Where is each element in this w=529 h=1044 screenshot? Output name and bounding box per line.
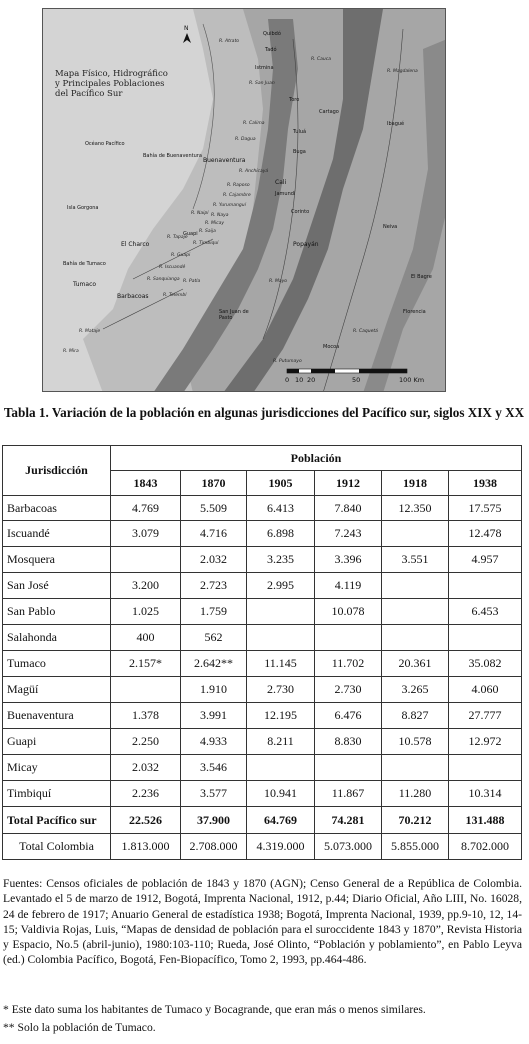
row-value [382,521,449,547]
map-river: R. Cajambre [223,193,251,198]
row-value: 2.032 [111,755,181,781]
row-value: 12.478 [449,521,522,547]
table-row [3,703,522,729]
row-value: 7.243 [315,521,382,547]
map-place: El Bagre [411,274,432,280]
map-river: R. Anchicayá [239,169,269,174]
row-value: 2.157* [111,651,181,677]
row-value: 4.933 [181,729,247,755]
row-jurisdiccion: San Pablo [3,599,111,625]
map-title: Mapa Físico, Hidrográfico y Principales Poblaciones del Pacífico Sur [55,69,168,99]
map-river: R. Iscuandé [159,265,186,270]
map-river: R. Patía [183,279,201,284]
row-value: 8.211 [247,729,315,755]
map-river: R. Mira [63,349,79,354]
row-value: 3.551 [382,547,449,573]
table-row [3,599,522,625]
row-value: 4.716 [181,521,247,547]
row-value: 3.235 [247,547,315,573]
row-jurisdiccion: Mosquera [3,547,111,573]
row-value: 8.702.000 [449,834,522,860]
row-value: 2.995 [247,573,315,599]
row-value: 8.827 [382,703,449,729]
map-place: Corinto [291,209,310,215]
row-value: 27.777 [449,703,522,729]
map-place: Mocoa [323,344,340,350]
row-value: 2.250 [111,729,181,755]
row-value: 5.855.000 [382,834,449,860]
map-river: R. Dagua [235,137,256,142]
row-value: 6.453 [449,599,522,625]
sources-footnote: Fuentes: Censos oficiales de población de 1843 y 1870 (AGN); Censo General de a República de Colombia. Levantado el 5 de marzo de 1912, Bogotá, Imprenta Nacional, 1912, p.44; Diario Oficial, Año LIII, No. 16028, 24 de febrero de 1917; Anuario General de estadística 1938; Bogotá, Imprenta Nacional, 1939, pp.9-10, 12, 14-15; Valdivia Rojas, Luis, “Mapas de densidad de población para el suroccidente 1843 y 1870”, Revista Historia y Espacio, No.5 (abril-junio), 1980:103-110; Rueda, José Olinto, “Población y poblamiento”, en Pablo Leyva (ed.) Colombia Pacífico, Bogotá, Fen-Biopacífico, Tomo 2, 1993, pp.464-486. [3,877,522,967]
row-value: 12.350 [382,496,449,521]
map-river: R. Naya [211,213,229,218]
row-value [315,755,382,781]
table-row [3,781,522,807]
row-jurisdiccion: Barbacoas [3,496,111,521]
row-value [449,755,522,781]
table-row [3,677,522,703]
row-jurisdiccion: Total Pacífico sur [3,807,111,834]
row-value: 6.898 [247,521,315,547]
row-value: 2.730 [247,677,315,703]
row-value [315,625,382,651]
table-row [3,755,522,781]
map-place: Guapi [183,231,198,237]
row-value [247,599,315,625]
footnote-1: * Este dato suma los habitantes de Tumaco y Bocagrande, que eran más o menos similares. [3,1003,426,1016]
map-place: San Juan de Pasto [219,309,249,321]
header-poblacion: Población [111,446,522,471]
year-header-1912: 1912 [315,471,382,496]
map-river: R. Guapi [171,253,191,258]
map-river: R. Putumayo [273,359,302,364]
row-value: 20.361 [382,651,449,677]
map-river: R. Yurumanguí [213,203,246,208]
row-value: 400 [111,625,181,651]
row-value [111,677,181,703]
map-river: R. Magdalena [387,69,418,74]
map-place: Tumaco [73,281,97,288]
row-value: 2.730 [315,677,382,703]
scale-label: 10 [295,376,304,384]
map-river: R. Micay [205,221,225,226]
row-value [449,573,522,599]
row-jurisdiccion: Total Colombia [3,834,111,860]
map-place: Ibagué [387,121,405,127]
table-row [3,651,522,677]
map-river: R. Raposo [227,183,250,188]
row-value: 7.840 [315,496,382,521]
north-arrow-label: N [184,25,189,32]
map-place: Neiva [383,224,398,230]
table-row [3,807,522,834]
table-title: Tabla 1. Variación de la población en algunas jurisdicciones del Pacífico sur, siglos XIX y XX [3,405,525,420]
table-row [3,625,522,651]
row-value: 70.212 [382,807,449,834]
map-place: Istmina [255,65,274,71]
row-jurisdiccion: Tumaco [3,651,111,677]
year-header-1938: 1938 [449,471,522,496]
row-value: 1.910 [181,677,247,703]
row-value: 2.708.000 [181,834,247,860]
row-value: 3.577 [181,781,247,807]
table-row [3,573,522,599]
map-place: Barbacoas [117,293,149,300]
scale-label: 20 [307,376,316,384]
row-value: 2.642** [181,651,247,677]
map-place: Buga [293,149,306,155]
row-value: 12.972 [449,729,522,755]
year-header-1905: 1905 [247,471,315,496]
row-value: 3.079 [111,521,181,547]
map-river: R. Naipí [191,211,209,216]
year-header-1918: 1918 [382,471,449,496]
map-place: Bahía de Tumaco [63,261,106,267]
row-value: 562 [181,625,247,651]
map-river: R. Saija [199,229,216,234]
row-value: 4.319.000 [247,834,315,860]
row-value: 64.769 [247,807,315,834]
map-place: Popayán [293,241,319,248]
row-value: 6.476 [315,703,382,729]
row-value: 10.578 [382,729,449,755]
map-river: R. San Juan [249,81,275,86]
row-value [449,625,522,651]
map-place: Cartago [319,109,339,115]
row-value: 1.025 [111,599,181,625]
map-place: Toro [289,97,300,103]
row-jurisdiccion: Guapi [3,729,111,755]
row-value [111,547,181,573]
map-place: Buenaventura [203,157,246,164]
map-river: R. Tapaje [167,235,188,240]
header-jurisdiccion: Jurisdicción [3,446,111,496]
row-jurisdiccion: Timbiquí [3,781,111,807]
row-value [382,573,449,599]
row-value: 1.813.000 [111,834,181,860]
row-jurisdiccion: Salahonda [3,625,111,651]
map-river: R. Cauca [311,57,331,62]
row-jurisdiccion: Iscuandé [3,521,111,547]
map-river: R. Telembí [163,293,187,298]
row-value: 5.073.000 [315,834,382,860]
row-value: 74.281 [315,807,382,834]
map-place: Océano Pacífico [85,141,125,147]
map-river: R. Mataje [79,329,101,334]
map-river: R. Sanquianga [147,277,180,282]
row-value [382,755,449,781]
row-value [382,599,449,625]
footnote-2: ** Solo la población de Tumaco. [3,1021,156,1034]
map-river: R. Atrato [219,39,239,44]
row-value: 5.509 [181,496,247,521]
row-value: 3.396 [315,547,382,573]
map-place: Quibdó [263,31,281,37]
row-value: 10.941 [247,781,315,807]
scale-label: 100 Km [399,376,425,384]
row-value: 2.236 [111,781,181,807]
row-value: 10.314 [449,781,522,807]
map-place: Tadó [265,47,277,53]
row-jurisdiccion: San José [3,573,111,599]
population-table [2,445,522,860]
year-header-1870: 1870 [181,471,247,496]
row-jurisdiccion: Buenaventura [3,703,111,729]
row-value: 11.145 [247,651,315,677]
map-terrain [43,9,446,392]
row-value: 1.378 [111,703,181,729]
row-value: 11.280 [382,781,449,807]
row-value: 10.078 [315,599,382,625]
row-value: 37.900 [181,807,247,834]
row-value: 3.200 [111,573,181,599]
row-value: 11.702 [315,651,382,677]
row-jurisdiccion: Magüí [3,677,111,703]
row-value: 3.546 [181,755,247,781]
row-value [382,625,449,651]
row-value: 4.119 [315,573,382,599]
row-value: 2.723 [181,573,247,599]
map-place: Cali [275,179,287,186]
map-river: R. Timbiquí [193,241,219,246]
row-value: 4.769 [111,496,181,521]
row-value: 6.413 [247,496,315,521]
row-value: 17.575 [449,496,522,521]
map-river: R. Mayo [269,279,288,284]
row-value: 12.195 [247,703,315,729]
row-value: 35.082 [449,651,522,677]
row-value: 22.526 [111,807,181,834]
scale-label: 0 [285,376,290,384]
row-value: 11.867 [315,781,382,807]
table-body [3,496,522,860]
table-row [3,834,522,860]
row-value: 1.759 [181,599,247,625]
row-value: 8.830 [315,729,382,755]
map-place: Jamundí [275,191,296,197]
year-header-1843: 1843 [111,471,181,496]
row-value: 2.032 [181,547,247,573]
table-row [3,496,522,521]
row-value: 4.060 [449,677,522,703]
table-row [3,521,522,547]
row-value: 131.488 [449,807,522,834]
row-value: 4.957 [449,547,522,573]
row-value [247,755,315,781]
row-value: 3.991 [181,703,247,729]
map-place: Isla Gorgona [67,205,99,211]
row-value [247,625,315,651]
scale-label: 50 [352,376,361,384]
map-river: R. Calima [243,121,265,126]
map-place: Tuluá [293,129,307,135]
map-place: Florencia [403,309,426,315]
table-row [3,729,522,755]
map-place: El Charco [121,241,150,248]
table-row [3,547,522,573]
row-jurisdiccion: Micay [3,755,111,781]
map-figure [42,8,446,392]
map-river: R. Caquetá [353,329,378,334]
row-value: 3.265 [382,677,449,703]
map-place: Bahía de Buenaventura [143,153,202,159]
